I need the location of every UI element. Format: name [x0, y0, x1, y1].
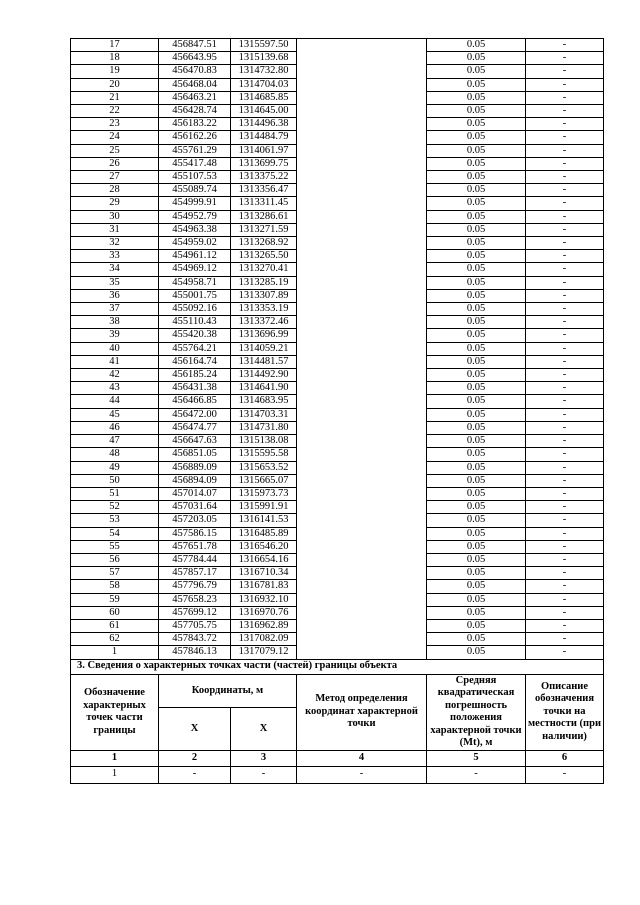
- point-number: 32: [71, 237, 159, 250]
- coord-y: 1314484.79: [231, 131, 297, 144]
- point-number: 39: [71, 329, 159, 342]
- coord-y: 1315595.58: [231, 448, 297, 461]
- point-number: 46: [71, 421, 159, 434]
- coord-y: 1316962.89: [231, 619, 297, 632]
- description-value: -: [526, 52, 604, 65]
- description-value: -: [526, 39, 604, 52]
- point-number: 50: [71, 474, 159, 487]
- coord-x: 455420.38: [159, 329, 231, 342]
- accuracy-value: 0.05: [427, 342, 526, 355]
- description-value: -: [526, 461, 604, 474]
- description-value: -: [526, 593, 604, 606]
- coord-x: 456889.09: [159, 461, 231, 474]
- coord-y: 1313285.19: [231, 276, 297, 289]
- description-value: -: [526, 369, 604, 382]
- accuracy-value: 0.05: [427, 382, 526, 395]
- method-header: Метод определения координат характерной точки: [297, 674, 427, 750]
- col-number-2: 2: [159, 750, 231, 766]
- coord-y: 1314731.80: [231, 421, 297, 434]
- coord-y: 1316141.53: [231, 514, 297, 527]
- section3-cell: -: [159, 766, 231, 783]
- coord-y: 1315973.73: [231, 487, 297, 500]
- description-value: -: [526, 514, 604, 527]
- description-value: -: [526, 421, 604, 434]
- col-number-1: 1: [71, 750, 159, 766]
- coord-x: 455107.53: [159, 171, 231, 184]
- coord-x: 457586.15: [159, 527, 231, 540]
- section3-cell: -: [231, 766, 297, 783]
- coord-x: 454961.12: [159, 250, 231, 263]
- col-number-5: 5: [427, 750, 526, 766]
- coord-x: 455001.75: [159, 289, 231, 302]
- section3-cell: -: [297, 766, 427, 783]
- accuracy-value: 0.05: [427, 448, 526, 461]
- accuracy-value: 0.05: [427, 606, 526, 619]
- point-number: 58: [71, 580, 159, 593]
- accuracy-value: 0.05: [427, 421, 526, 434]
- description-value: -: [526, 91, 604, 104]
- coord-y: 1313307.89: [231, 289, 297, 302]
- accuracy-value: 0.05: [427, 395, 526, 408]
- coord-y: 1313286.61: [231, 210, 297, 223]
- coord-x: 457846.13: [159, 646, 231, 659]
- coordinates-header: Координаты, м: [159, 674, 297, 708]
- description-value: -: [526, 197, 604, 210]
- coord-x: 457796.79: [159, 580, 231, 593]
- accuracy-value: 0.05: [427, 276, 526, 289]
- coord-y: 1313356.47: [231, 184, 297, 197]
- coord-y: 1315597.50: [231, 39, 297, 52]
- table-row: [71, 39, 604, 52]
- coord-y: 1314059.21: [231, 342, 297, 355]
- point-number: 1: [71, 646, 159, 659]
- coord-y: 1316710.34: [231, 567, 297, 580]
- accuracy-value: 0.05: [427, 501, 526, 514]
- coord-y: 1314704.03: [231, 78, 297, 91]
- coord-x: 455764.21: [159, 342, 231, 355]
- description-value: -: [526, 65, 604, 78]
- accuracy-value: 0.05: [427, 250, 526, 263]
- accuracy-value: 0.05: [427, 39, 526, 52]
- coord-x: 457843.72: [159, 633, 231, 646]
- description-value: -: [526, 342, 604, 355]
- description-value: -: [526, 105, 604, 118]
- col-number-6: 6: [526, 750, 604, 766]
- point-number: 19: [71, 65, 159, 78]
- accuracy-value: 0.05: [427, 474, 526, 487]
- point-number: 22: [71, 105, 159, 118]
- description-value: -: [526, 316, 604, 329]
- coordinates-table-body: [71, 39, 604, 660]
- description-value: -: [526, 435, 604, 448]
- accuracy-value: 0.05: [427, 514, 526, 527]
- coord-y: 1317079.12: [231, 646, 297, 659]
- point-number: 61: [71, 619, 159, 632]
- coord-x: 456851.05: [159, 448, 231, 461]
- point-number: 34: [71, 263, 159, 276]
- coord-y: 1314496.38: [231, 118, 297, 131]
- coord-y: 1313270.41: [231, 263, 297, 276]
- description-value: -: [526, 606, 604, 619]
- coord-x: 454952.79: [159, 210, 231, 223]
- description-value: -: [526, 408, 604, 421]
- coord-x: 456428.74: [159, 105, 231, 118]
- section3-body: [71, 659, 604, 783]
- point-number: 38: [71, 316, 159, 329]
- coord-y: 1316485.89: [231, 527, 297, 540]
- coord-x: 454969.12: [159, 263, 231, 276]
- accuracy-value: 0.05: [427, 633, 526, 646]
- description-value: -: [526, 171, 604, 184]
- coordinates-table: [70, 38, 604, 784]
- point-number: 51: [71, 487, 159, 500]
- point-number: 59: [71, 593, 159, 606]
- accuracy-value: 0.05: [427, 263, 526, 276]
- accuracy-value: 0.05: [427, 144, 526, 157]
- coord-y: 1313311.45: [231, 197, 297, 210]
- point-number: 37: [71, 303, 159, 316]
- coord-y: 1313265.50: [231, 250, 297, 263]
- coord-x: 456164.74: [159, 355, 231, 368]
- coord-y: 1314061.97: [231, 144, 297, 157]
- coord-y: 1314641.90: [231, 382, 297, 395]
- point-number: 27: [71, 171, 159, 184]
- coord-y: 1314685.85: [231, 91, 297, 104]
- description-value: -: [526, 382, 604, 395]
- point-number: 40: [71, 342, 159, 355]
- description-value: -: [526, 303, 604, 316]
- coord-y: 1314683.95: [231, 395, 297, 408]
- coord-x: 456643.95: [159, 52, 231, 65]
- description-value: -: [526, 157, 604, 170]
- coord-y: 1316546.20: [231, 540, 297, 553]
- coord-x: 455110.43: [159, 316, 231, 329]
- description-value: -: [526, 580, 604, 593]
- coord-x: 457651.78: [159, 540, 231, 553]
- description-value: -: [526, 210, 604, 223]
- coord-x: 456474.77: [159, 421, 231, 434]
- coord-x: 457784.44: [159, 553, 231, 566]
- coord-y: 1313353.19: [231, 303, 297, 316]
- coord-x: 456472.00: [159, 408, 231, 421]
- coord-y: 1313268.92: [231, 237, 297, 250]
- point-number: 52: [71, 501, 159, 514]
- accuracy-value: 0.05: [427, 303, 526, 316]
- accuracy-value: 0.05: [427, 91, 526, 104]
- accuracy-value: 0.05: [427, 237, 526, 250]
- coord-x: 456466.85: [159, 395, 231, 408]
- coord-x: 454999.91: [159, 197, 231, 210]
- point-number: 57: [71, 567, 159, 580]
- point-number: 24: [71, 131, 159, 144]
- accuracy-value: 0.05: [427, 65, 526, 78]
- description-value: -: [526, 144, 604, 157]
- description-value: -: [526, 329, 604, 342]
- description-value: -: [526, 567, 604, 580]
- accuracy-value: 0.05: [427, 408, 526, 421]
- accuracy-value: 0.05: [427, 52, 526, 65]
- description-value: -: [526, 501, 604, 514]
- coord-x: 457699.12: [159, 606, 231, 619]
- description-value: -: [526, 619, 604, 632]
- point-number: 53: [71, 514, 159, 527]
- point-number: 33: [71, 250, 159, 263]
- col-number-3: 3: [231, 750, 297, 766]
- coord-x: 456468.04: [159, 78, 231, 91]
- coord-x: 456431.38: [159, 382, 231, 395]
- point-number: 17: [71, 39, 159, 52]
- description-value: -: [526, 395, 604, 408]
- coord-y: 1314481.57: [231, 355, 297, 368]
- description-value: -: [526, 223, 604, 236]
- coord-x: 455089.74: [159, 184, 231, 197]
- coord-x: 455761.29: [159, 144, 231, 157]
- coord-x: 454963.38: [159, 223, 231, 236]
- coord-x: 457014.07: [159, 487, 231, 500]
- accuracy-value: 0.05: [427, 210, 526, 223]
- point-number: 41: [71, 355, 159, 368]
- section3-title: 3. Сведения о характерных точках части (частей) границы объекта: [71, 659, 604, 674]
- accuracy-value: 0.05: [427, 118, 526, 131]
- coord-x: 457857.17: [159, 567, 231, 580]
- point-number: 25: [71, 144, 159, 157]
- accuracy-value: 0.05: [427, 78, 526, 91]
- coord-x: 456847.51: [159, 39, 231, 52]
- coord-y: 1313699.75: [231, 157, 297, 170]
- accuracy-value: 0.05: [427, 197, 526, 210]
- description-value: -: [526, 250, 604, 263]
- coord-y: 1315653.52: [231, 461, 297, 474]
- description-value: -: [526, 237, 604, 250]
- coord-y: 1315665.07: [231, 474, 297, 487]
- coord-x: 457658.23: [159, 593, 231, 606]
- accuracy-value: 0.05: [427, 171, 526, 184]
- coord-x: 456463.21: [159, 91, 231, 104]
- coord-x: 455417.48: [159, 157, 231, 170]
- point-number: 23: [71, 118, 159, 131]
- accuracy-value: 0.05: [427, 131, 526, 144]
- accuracy-value: 0.05: [427, 553, 526, 566]
- x-header-2: X: [231, 708, 297, 750]
- point-number: 56: [71, 553, 159, 566]
- accuracy-value: 0.05: [427, 540, 526, 553]
- description-value: -: [526, 78, 604, 91]
- coord-y: 1313372.46: [231, 316, 297, 329]
- description-value: -: [526, 633, 604, 646]
- designation-header: Обозначение характерных точек части границы: [71, 674, 159, 750]
- section3-cell: 1: [71, 766, 159, 783]
- coord-x: 456647.63: [159, 435, 231, 448]
- coord-y: 1314645.00: [231, 105, 297, 118]
- coord-y: 1316654.16: [231, 553, 297, 566]
- point-number: 26: [71, 157, 159, 170]
- coord-y: 1313696.99: [231, 329, 297, 342]
- point-number: 18: [71, 52, 159, 65]
- point-number: 54: [71, 527, 159, 540]
- coord-x: 456470.83: [159, 65, 231, 78]
- description-value: -: [526, 487, 604, 500]
- accuracy-value: 0.05: [427, 223, 526, 236]
- coord-x: 456183.22: [159, 118, 231, 131]
- coord-y: 1314732.80: [231, 65, 297, 78]
- coord-y: 1316781.83: [231, 580, 297, 593]
- accuracy-header: Средняя квадратическая погрешность положения характерной точки (Mt), м: [427, 674, 526, 750]
- point-number: 30: [71, 210, 159, 223]
- point-number: 21: [71, 91, 159, 104]
- description-value: -: [526, 448, 604, 461]
- coord-x: 456894.09: [159, 474, 231, 487]
- accuracy-value: 0.05: [427, 461, 526, 474]
- coord-x: 457203.05: [159, 514, 231, 527]
- point-number: 28: [71, 184, 159, 197]
- description-value: -: [526, 263, 604, 276]
- accuracy-value: 0.05: [427, 619, 526, 632]
- coord-x: 455092.16: [159, 303, 231, 316]
- coord-x: 456162.26: [159, 131, 231, 144]
- description-value: -: [526, 540, 604, 553]
- accuracy-value: 0.05: [427, 105, 526, 118]
- description-value: -: [526, 646, 604, 659]
- accuracy-value: 0.05: [427, 355, 526, 368]
- x-header-1: X: [159, 708, 231, 750]
- point-number: 42: [71, 369, 159, 382]
- accuracy-value: 0.05: [427, 487, 526, 500]
- point-number: 62: [71, 633, 159, 646]
- coord-y: 1316932.10: [231, 593, 297, 606]
- point-number: 36: [71, 289, 159, 302]
- coord-y: 1313375.22: [231, 171, 297, 184]
- accuracy-value: 0.05: [427, 435, 526, 448]
- description-value: -: [526, 553, 604, 566]
- point-number: 20: [71, 78, 159, 91]
- description-value: -: [526, 527, 604, 540]
- point-number: 29: [71, 197, 159, 210]
- point-number: 45: [71, 408, 159, 421]
- description-value: -: [526, 474, 604, 487]
- coord-y: 1313271.59: [231, 223, 297, 236]
- coord-y: 1317082.09: [231, 633, 297, 646]
- accuracy-value: 0.05: [427, 329, 526, 342]
- coord-x: 454959.02: [159, 237, 231, 250]
- point-number: 47: [71, 435, 159, 448]
- section3-cell: -: [526, 766, 604, 783]
- description-header: Описание обозначения точки на местности (при наличии): [526, 674, 604, 750]
- accuracy-value: 0.05: [427, 289, 526, 302]
- coord-x: 454958.71: [159, 276, 231, 289]
- coord-x: 457031.64: [159, 501, 231, 514]
- coord-y: 1315991.91: [231, 501, 297, 514]
- point-number: 31: [71, 223, 159, 236]
- point-number: 60: [71, 606, 159, 619]
- method-cell: [297, 39, 427, 660]
- section3-cell: -: [427, 766, 526, 783]
- description-value: -: [526, 276, 604, 289]
- description-value: -: [526, 355, 604, 368]
- accuracy-value: 0.05: [427, 593, 526, 606]
- point-number: 48: [71, 448, 159, 461]
- description-value: -: [526, 118, 604, 131]
- coord-y: 1314492.90: [231, 369, 297, 382]
- coord-x: 456185.24: [159, 369, 231, 382]
- description-value: -: [526, 184, 604, 197]
- accuracy-value: 0.05: [427, 580, 526, 593]
- accuracy-value: 0.05: [427, 567, 526, 580]
- point-number: 49: [71, 461, 159, 474]
- accuracy-value: 0.05: [427, 527, 526, 540]
- accuracy-value: 0.05: [427, 157, 526, 170]
- accuracy-value: 0.05: [427, 646, 526, 659]
- coord-y: 1315139.68: [231, 52, 297, 65]
- point-number: 55: [71, 540, 159, 553]
- coord-y: 1316970.76: [231, 606, 297, 619]
- accuracy-value: 0.05: [427, 184, 526, 197]
- point-number: 43: [71, 382, 159, 395]
- description-value: -: [526, 289, 604, 302]
- accuracy-value: 0.05: [427, 316, 526, 329]
- accuracy-value: 0.05: [427, 369, 526, 382]
- point-number: 44: [71, 395, 159, 408]
- point-number: 35: [71, 276, 159, 289]
- description-value: -: [526, 131, 604, 144]
- coord-y: 1315138.08: [231, 435, 297, 448]
- coord-x: 457705.75: [159, 619, 231, 632]
- coord-y: 1314703.31: [231, 408, 297, 421]
- col-number-4: 4: [297, 750, 427, 766]
